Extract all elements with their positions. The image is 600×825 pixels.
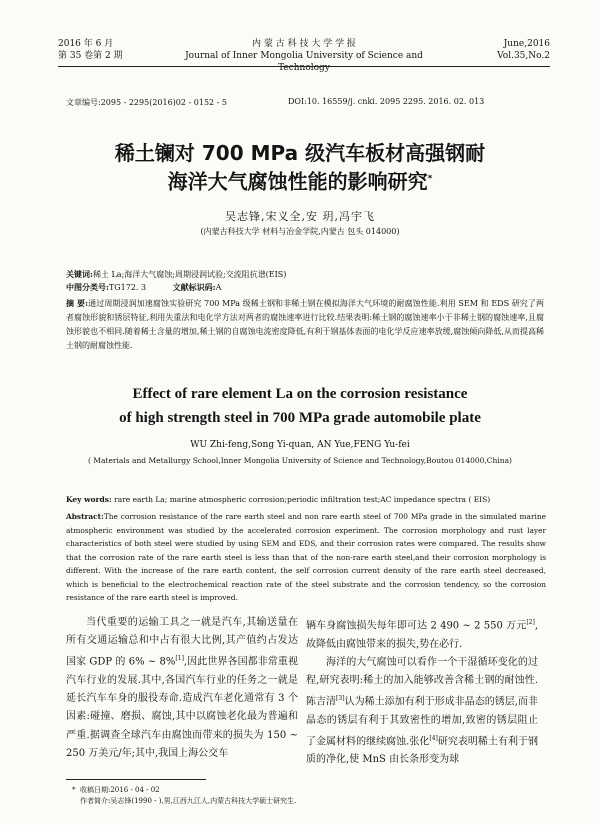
clc-label: 中图分类号: bbox=[66, 282, 109, 292]
header-volume-en: Vol.35,No.2 bbox=[497, 51, 550, 61]
keywords-cn-text: 稀土 La;海洋大气腐蚀;周期浸润试验;交流阻抗谱(EIS) bbox=[92, 270, 287, 279]
abstract-cn bbox=[66, 296, 544, 353]
footnote bbox=[72, 785, 542, 807]
author-bio: 作者简介:吴志锋(1990 - ),男,江西九江人,内蒙古科技大学硕士研究生. bbox=[80, 797, 297, 805]
keywords-en bbox=[66, 494, 546, 506]
title-en bbox=[40, 382, 560, 430]
doc-code-label: 文献标识码: bbox=[172, 282, 216, 292]
abstract-cn-text: 通过周期浸润加速腐蚀实验研究 700 MPa 级稀土钢和非稀土钢在模拟海洋大气环境的耐腐蚀性能.利用 SEM 和 EDS 研究了两者腐蚀形貌和锈层特征,利用失重法和电化学方法对两者的腐蚀速率进行比较.结果表明:稀土钢的腐蚀速率小于非稀土钢的腐蚀速率,且腐蚀形貌也不相同.随着稀土含量的增加,稀土钢的自腐蚀电流密度降低,有利于钢基体表面的电化学反应速率放缓,腐蚀倾向降低,从而提高稀土钢的耐腐蚀性能. bbox=[66, 299, 544, 350]
body-column-right bbox=[306, 614, 538, 770]
footnote-mark: * bbox=[72, 786, 76, 794]
doi: DOI:10. 16559/j. cnki. 2095 2295. 2016. 02. 013 bbox=[288, 97, 485, 106]
header-left bbox=[58, 38, 123, 62]
header-center bbox=[178, 38, 430, 74]
body-paragraph: 海洋的大气腐蚀可以看作一个干湿循环变化的过程,研究表明:稀土的加入能够改善含稀土钢的耐蚀性.陈吉清[3]认为稀土添加有利于形成非晶态的锈层,而非晶态的锈层有利于其致密性的增加,致密的锈层阻止了金属材料的继续腐蚀.张化[4]研究表明稀土有利于钢质的净化,使 MnS 由长条形变为球 bbox=[306, 656, 538, 766]
article-meta bbox=[66, 97, 546, 108]
body-column-left bbox=[66, 614, 298, 763]
header-journal-en: Journal of Inner Mongolia University of Science and Technology bbox=[185, 51, 423, 73]
abstract-en-text: The corrosion resistance of the rare earth steel and non rare earth steel of 700 MPa grade in the simulated marine atmospheric environment was studied by the accelerated corrosion experiment. The corrosion morphology and rust layer characteristics of both steel were studied by using SEM and EDS, and their corrosion rates were compared. The results show that the corrosion rate of the rare earth steel is less than that of the non-rare earth steel,and their corrosion morphology is different. With the increase of the rare earth content, the self corrosion current density of the rare earth steel decreased, which is beneficial to the electrochemical reaction rate of the steel substrate and the corrosion tendency, so the corrosion resistance of the rare earth steel is improved. bbox=[66, 512, 546, 602]
title-en-line1: Effect of rare element La on the corrosion resistance bbox=[132, 386, 468, 402]
footnote-rule bbox=[66, 779, 206, 780]
title-en-line2: of high strength steel in 700 MPa grade automobile plate bbox=[119, 410, 481, 426]
keywords-en-label: Key words: bbox=[66, 495, 112, 504]
header-date-cn: 2016 年 6 月 bbox=[58, 39, 114, 49]
abstract-cn-label: 摘 要: bbox=[66, 298, 89, 308]
header-date-en: June,2016 bbox=[503, 39, 550, 49]
keywords-en-text: rare earth La; marine atmospheric corrosion;periodic infiltration test;AC impedance spectra ( EIS) bbox=[114, 495, 491, 504]
authors-cn: 吴志锋,宋义全,安 玥,冯宇飞 bbox=[225, 210, 375, 223]
title-cn bbox=[60, 140, 540, 195]
abstract-en-label: Abstract: bbox=[66, 512, 104, 521]
title-footnote-mark: * bbox=[427, 174, 433, 184]
citation-ref: [3] bbox=[336, 695, 345, 703]
body-paragraph: 辆车身腐蚀损失每年即可达 2 490 ~ 2 550 万元[2],故降低由腐蚀带来的损失,势在必行. bbox=[306, 619, 538, 650]
affiliation-cn: (内蒙古科技大学 材料与冶金学院,内蒙古 包头 014000) bbox=[200, 227, 400, 236]
received-date: 收稿日期:2016 - 04 - 02 bbox=[80, 786, 160, 794]
abstract-en bbox=[66, 510, 546, 605]
title-cn-line1: 稀土镧对 700 MPa 级汽车板材高强钢耐 bbox=[114, 141, 486, 165]
header-volume-cn: 第 35 卷第 2 期 bbox=[58, 51, 123, 61]
keywords-cn bbox=[66, 268, 546, 294]
citation-ref: [1] bbox=[175, 655, 184, 663]
authors-en: WU Zhi-feng,Song Yi-quan, AN Yue,FENG Yu-fei bbox=[190, 440, 410, 450]
body-paragraph: 当代重要的运输工具之一就是汽车,其输送量在所有交通运输总和中占有很大比例,其产值约占发达国家 GDP 的 6% ~ 8%[1],因此世界各国都非常重视汽车行业的发展.其中,各国汽车行业的任务之一就是延长汽车车身的服役寿命.造成汽车老化通常有 3 个因素:碰撞、磨损、腐蚀,其中以腐蚀老化最为普遍和严重.据调查全球汽车由腐蚀而带来的损失为 150 ~ 250 万美元/年;其中,我国上海公交车 bbox=[66, 617, 298, 759]
clc-number: TG172. 3 bbox=[108, 283, 147, 292]
citation-ref: [2] bbox=[526, 619, 535, 626]
title-cn-line2: 海洋大气腐蚀性能的影响研究 bbox=[167, 169, 428, 194]
citation-ref: [4] bbox=[429, 734, 438, 742]
article-number: 文章编号:2095 - 2295(2016)02 - 0152 - 5 bbox=[66, 98, 228, 107]
doc-code: A bbox=[215, 283, 222, 292]
keywords-cn-label: 关键词: bbox=[66, 269, 93, 279]
affiliation-en: ( Materials and Metallurgy School,Inner Mongolia University of Science and Technology,Boutou 014000,China) bbox=[87, 456, 512, 465]
header-journal-cn: 内 蒙 古 科 技 大 学 学 报 bbox=[252, 39, 356, 49]
header-right bbox=[497, 38, 550, 62]
header-rule bbox=[58, 66, 550, 67]
